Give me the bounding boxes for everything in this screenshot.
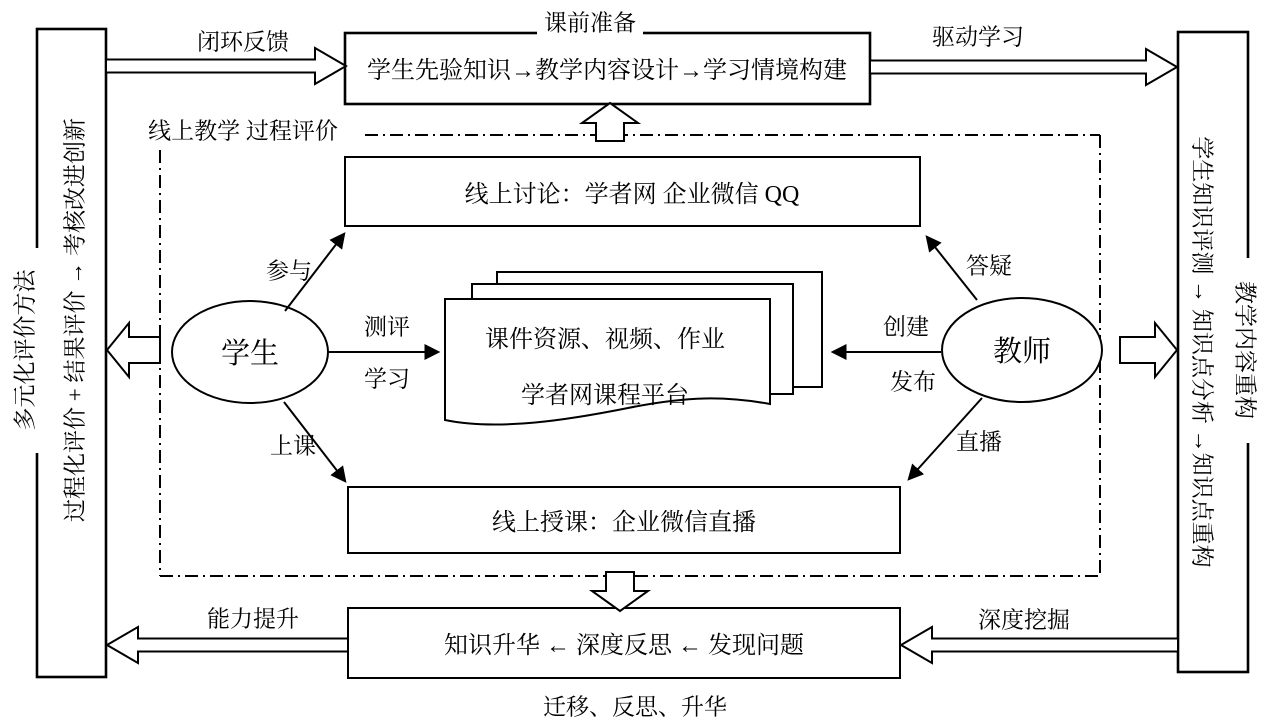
down-block-arrow bbox=[592, 572, 648, 611]
live-broadcast-label: 直播 bbox=[956, 429, 1002, 455]
online-lecture-text: 线上授课：企业微信直播 bbox=[492, 510, 756, 536]
evaluation-inner-text: 过程化评价 + 结果评价 → 考核改进创新 bbox=[62, 118, 88, 522]
reconstruction-border-label: 教学内容重构 bbox=[1232, 281, 1258, 419]
online-region-label: 线上教学 过程评价 bbox=[148, 118, 338, 144]
platform-name-text: 学者网课程平台 bbox=[521, 383, 689, 409]
assess-label: 测评 bbox=[364, 314, 410, 340]
right-mid-block-arrow bbox=[1120, 323, 1177, 377]
reconstruction-inner-text: 学生知识评测 → 知识点分析 →知识点重构 bbox=[1189, 136, 1215, 568]
transfer-stage-label: 迁移、反思、升华 bbox=[543, 694, 727, 720]
evaluation-outer-label: 多元化评价方法 bbox=[12, 269, 38, 431]
create-label: 创建 bbox=[883, 314, 929, 340]
ability-label: 能力提升 bbox=[207, 606, 299, 632]
teacher-label: 教师 bbox=[992, 336, 1052, 368]
pre-class-box-text: 学生先验知识→教学内容设计→学习情境构建 bbox=[367, 58, 847, 84]
online-discussion-text: 线上讨论：学者网 企业微信 QQ bbox=[464, 182, 800, 208]
answer-questions-label: 答疑 bbox=[966, 253, 1012, 279]
closed-loop-label: 闭环反馈 bbox=[197, 29, 289, 55]
ability-arrow bbox=[107, 627, 348, 663]
drive-learning-label: 驱动学习 bbox=[932, 24, 1024, 50]
drive-learning-arrow bbox=[870, 49, 1177, 85]
learn-label: 学习 bbox=[364, 366, 410, 392]
publish-label: 发布 bbox=[890, 369, 936, 395]
reflection-box-text: 知识升华 ← 深度反思 ← 发现问题 bbox=[444, 633, 804, 659]
left-mid-block-arrow bbox=[107, 323, 160, 377]
pre-class-stage-label: 课前准备 bbox=[544, 10, 636, 36]
student-label: 学生 bbox=[220, 338, 280, 370]
participate-label: 参与 bbox=[266, 258, 312, 284]
deep-mining-label: 深度挖掘 bbox=[978, 607, 1070, 633]
attend-class-label: 上课 bbox=[270, 433, 316, 459]
platform-resources-text: 课件资源、视频、作业 bbox=[485, 327, 725, 353]
